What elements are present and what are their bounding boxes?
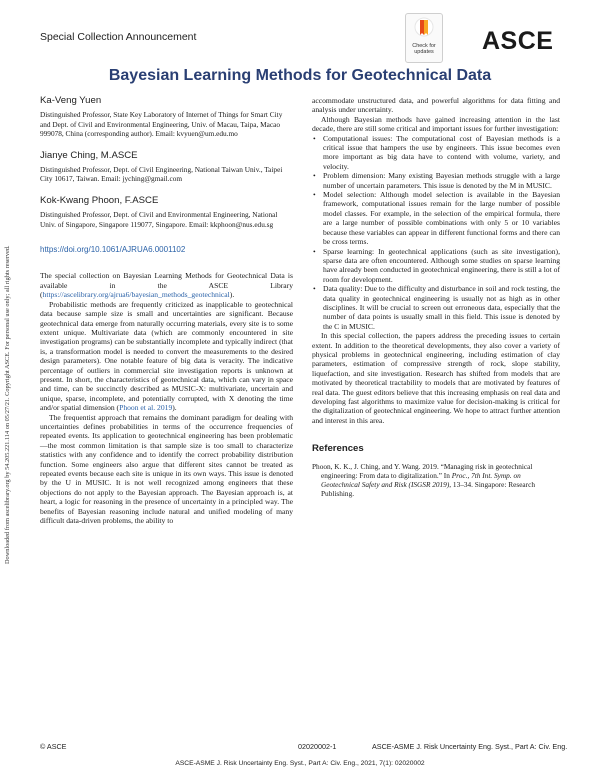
body-paragraph: Although Bayesian methods have gained increasing attention in the last decade, there are still some critical and important issues for further investigation: <box>312 114 560 134</box>
body-paragraph: In this special collection, the papers address the preceding issues to certain extent. In addition to the theoretical developments, they also cover a variety of physical problems in geotechnical engineering, including estimation of clay parameters, estimation of compressive strength of rock, slope stability, liquefaction, and site investigation. Research has shifted from models that are motivated by theoretical tractability to models that are motivated by features of real data. The guest editors believe that this increasing emphasis on real data and developing fast algorithms to maximize value for decision-making is critical for the digitalization of geotechnical engineering. We hope to attract further attention and interest in this area. <box>312 331 560 425</box>
body-paragraph: The frequentist approach that remains the dominant paradigm for dealing with uncertainties defines probabilities in terms of the occurrence frequencies of repeated events. Its application to geotechnical engineering has been problematic—the most common limitation is that sample size is too small to characterize statistics with any confidence and to identify the correct probability distribution function. Some engineers also argue that different sites cannot be treated as repeated events because each site is unique in its own ways. This issue is denoted by the U in MUSIC. It is not well recognized among engineers that these objections do not apply to the Bayesian approach. The Bayesian approach is, at heart, a logic for reasoning in the presence of uncertainty in a principled way. The benefits of Bayesian reasoning include natural and unified modeling of many difficult data-driven problems, the ability to <box>40 412 293 526</box>
reference-entry <box>312 462 560 499</box>
reference-text: Phoon, K. K., J. Ching, and Y. Wang. 2019. “Managing risk in geotechnical engineering: From data to digitalization.” In <box>312 461 533 480</box>
left-column <box>40 96 293 525</box>
footer-page-id: 02020002-1 <box>298 742 337 751</box>
paragraph-text: The special collection on Bayesian Learning Methods for Geotechnical Data is available in the ASCE Library ( <box>40 271 293 300</box>
author-block <box>40 151 293 184</box>
author-name: Ka-Veng Yuen <box>40 95 102 106</box>
badge-text: Check for updates <box>412 43 436 55</box>
body-paragraph <box>40 271 293 299</box>
list-item: • Data quality: Due to the difficulty and disturbance in soil and rock testing, the data quality in geotechnical engineering is usually not as high as in other disciplines. It will be crucial to screen out erroneous data, especially that the number of data points is usually small in this field. This issue is denoted by the C in MUSIC. <box>312 284 560 331</box>
author-affiliation: Distinguished Professor, Dept. of Civil and Environmental Engineering, National Univ. of Singapore, Singapore 119077, Singapore. Email: kkphoon@nus.edu.sg <box>40 210 278 229</box>
list-item: • Sparse learning: In geotechnical applications (such as site investigation), sparse data are often encountered. Although some studies on sparse learning have already been conducted in geotechnical engineering, there is still a lot of room for development. <box>312 247 560 285</box>
footer-journal: ASCE-ASME J. Risk Uncertainty Eng. Syst., Part A: Civ. Eng. <box>372 742 568 751</box>
citation-link[interactable]: Phoon et al. 2019 <box>119 403 173 413</box>
author-name: Jianye Ching, M.ASCE <box>40 149 138 161</box>
doi-link[interactable]: https://doi.org/10.1061/AJRUA6.0001102 <box>40 245 186 255</box>
paragraph-text: ). <box>172 403 177 413</box>
asce-logo: ASCE <box>482 27 554 55</box>
author-name: Kok-Kwang Phoon, F.ASCE <box>40 194 159 206</box>
author-affiliation: Distinguished Professor, State Key Laboratory of Internet of Things for Smart City and Dept. of Civil and Environmental Engineering, Univ. of Macau, Taipa, Macao 999078, China (corresponding author). Email: kvyuen@um.edu.mo <box>40 110 283 139</box>
author-affiliation: Distinguished Professor, Dept. of Civil Engineering, National Taiwan Univ., Taipei City 10617, Taiwan. Email: jyching@gmail.com <box>40 165 283 184</box>
author-block <box>40 96 293 139</box>
section-label: Special Collection Announcement <box>40 31 197 43</box>
issue-list <box>312 134 560 332</box>
list-item: • Computational issues: The computational cost of Bayesian methods is a critical issue that hampers the use by engineers. This issue becomes even more important as big data have to contend with volume, variety, and velocity. <box>312 134 560 172</box>
paragraph-text: ). <box>229 290 235 300</box>
collection-link[interactable]: https://ascelibrary.org/ajrua6/bayesian_methods_geotechnical <box>42 290 230 300</box>
body-paragraph: accommodate unstructured data, and powerful algorithms for data fitting and analysis under uncertainty. <box>312 96 560 115</box>
references-heading: References <box>312 443 364 455</box>
body-paragraph <box>40 300 293 413</box>
reference-source: Proc., 7th Int. Symp. on Geotechnical Safety and Risk (ISGSR 2019) <box>321 470 521 490</box>
bookmark-ribbon-icon <box>414 17 434 41</box>
download-notice: Downloaded from ascelibrary.org by 54.205.221.114 on 05/27/21. Copyright ASCE. For personal use only; all rights reserved. <box>4 245 11 565</box>
author-block <box>40 196 293 229</box>
list-item: • Problem dimension: Many existing Bayesian methods struggle with a large number of uncertain parameters. This issue is denoted by the M in MUSIC. <box>312 171 560 190</box>
list-item: • Model selection: Although model selection is available in the Bayesian framework, computational issues remain for the large number of possible model classes. For example, in the selection of the empirical formula, there are a large number of possible combinations with only 5 or 10 variables because these variables can appear in different functional forms and there can be cross terms. <box>312 190 560 246</box>
paragraph-text: Probabilistic methods are frequently criticized as inapplicable to geotechnical data because sample size is small and uncertainties are significant. Because geotechnical data emerge from naturally occurring materials, every site is to some extent unique. Multivariate data (which are commonly encountered in site investigation programs) can be substantially incomplete and typically indirect (that is, a transformation model is needed to convert the measurements to the desired design parameters). One notable feature of big data is veracity. The indicative percentage of outliers in commercial site investigation reports is unknown at present. In short, the characteristics of geotechnical data, which can vary in space and time, can be succinctly described as MUSIC-X: multivariate, uncertain and unique, sparse, incomplete, and potentially corrupted, with X denoting the time and/or spatial dimension ( <box>40 299 293 413</box>
right-column <box>312 96 560 498</box>
footer-citation: ASCE-ASME J. Risk Uncertainty Eng. Syst., Part A: Civ. Eng., 2021, 7(1): 02020002 <box>175 760 425 767</box>
reference-text: , 13–34. Singapore: Research Publishing. <box>321 480 535 499</box>
article-title: Bayesian Learning Methods for Geotechnical Data <box>108 67 492 84</box>
footer-copyright: © ASCE <box>40 742 67 751</box>
check-for-updates-badge[interactable] <box>405 13 443 63</box>
